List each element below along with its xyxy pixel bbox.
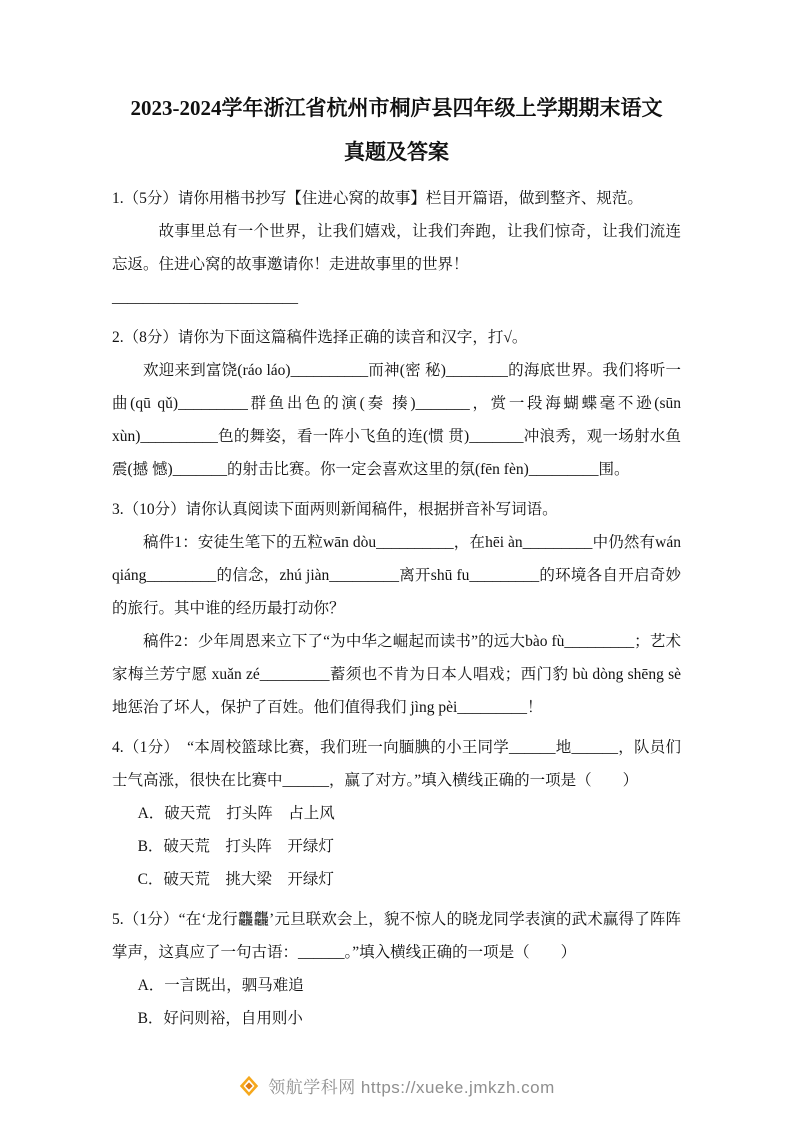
question-2-stem: 2.（8分）请你为下面这篇稿件选择正确的读音和汉字，打√。	[112, 329, 528, 346]
question-1-stem: 1.（5分）请你用楷书抄写【住进心窝的故事】栏目开篇语，做到整齐、规范。	[112, 190, 643, 207]
option-item: C．破天荒 挑大梁 开绿灯	[137, 871, 334, 888]
question-1	[112, 182, 681, 314]
question-4	[112, 731, 681, 896]
question-5-options	[138, 969, 681, 1035]
page-title	[112, 86, 681, 174]
question-3-draft2: 稿件2：少年周恩来立下了“为中华之崛起而读书”的远大bào fù_________；艺术家梅兰芳宁愿 xuǎn zé_________蓄须也不肯为日本人唱戏；西门豹 bù dòng shēng sè 地惩治了坏人，保护了百姓。他们值得我们 jìng pèi_________！	[112, 633, 681, 716]
site-logo-icon	[238, 1075, 260, 1097]
option-item: B．好问则裕，自用则小	[137, 1010, 303, 1027]
page-title-line2: 真题及答案	[344, 140, 449, 164]
footer-site-text: 领航学科网 https://xueke.jmkzh.com	[268, 1078, 555, 1097]
question-2	[112, 321, 681, 486]
option-item: A．一言既出，驷马难追	[137, 977, 304, 994]
footer-watermark	[0, 1073, 793, 1098]
question-3	[112, 493, 681, 724]
question-5	[112, 903, 681, 1035]
question-1-body: 故事里总有一个世界，让我们嬉戏，让我们奔跑，让我们惊奇，让我们流连忘返。住进心窝的故事邀请你！走进故事里的世界！	[112, 223, 681, 273]
page-title-line1: 2023-2024学年浙江省杭州市桐庐县四年级上学期期末语文	[130, 96, 663, 120]
question-4-options	[138, 797, 681, 896]
question-4-stem: 4.（1分） “本周校篮球比赛，我们班一向腼腆的小王同学______地______，队员们士气高涨，很快在比赛中______，赢了对方。”填入横线正确的一项是（ ）	[112, 739, 681, 789]
option-item: A．破天荒 打头阵 占上风	[137, 805, 335, 822]
question-5-stem: 5.（1分）“在‘龙行龘龘’元旦联欢会上，貌不惊人的晓龙同学表演的武术赢得了阵阵掌声，这真应了一句古语：______。”填入横线正确的一项是（ ）	[112, 911, 681, 961]
question-3-stem: 3.（10分）请你认真阅读下面两则新闻稿件，根据拼音补写词语。	[112, 501, 558, 518]
option-item: B．破天荒 打头阵 开绿灯	[137, 838, 334, 855]
question-3-draft1: 稿件1：安徒生笔下的五粒wān dòu__________，在hēi àn_________中仍然有wán qiáng_________的信念，zhú jiàn_________离开shū fu_________的环境各自开启奇妙的旅行。其中谁的经历最打动你？	[112, 534, 681, 617]
question-1-answer-blank: ________________________	[112, 289, 298, 306]
question-2-body: 欢迎来到富饶(ráo láo)__________而神(密 秘)________的海底世界。我们将听一曲(qū qǔ)_________群鱼出色的演(奏 揍)_______，赏一段海蝴蝶毫不逊(sūn xùn)__________色的舞姿，看一阵小飞鱼的连(惯 贯)_______冲浪秀，观一场射水鱼震(撼 憾)_______的射击比赛。你一定会喜欢这里的氛(fēn fèn)_________围。	[112, 362, 681, 478]
